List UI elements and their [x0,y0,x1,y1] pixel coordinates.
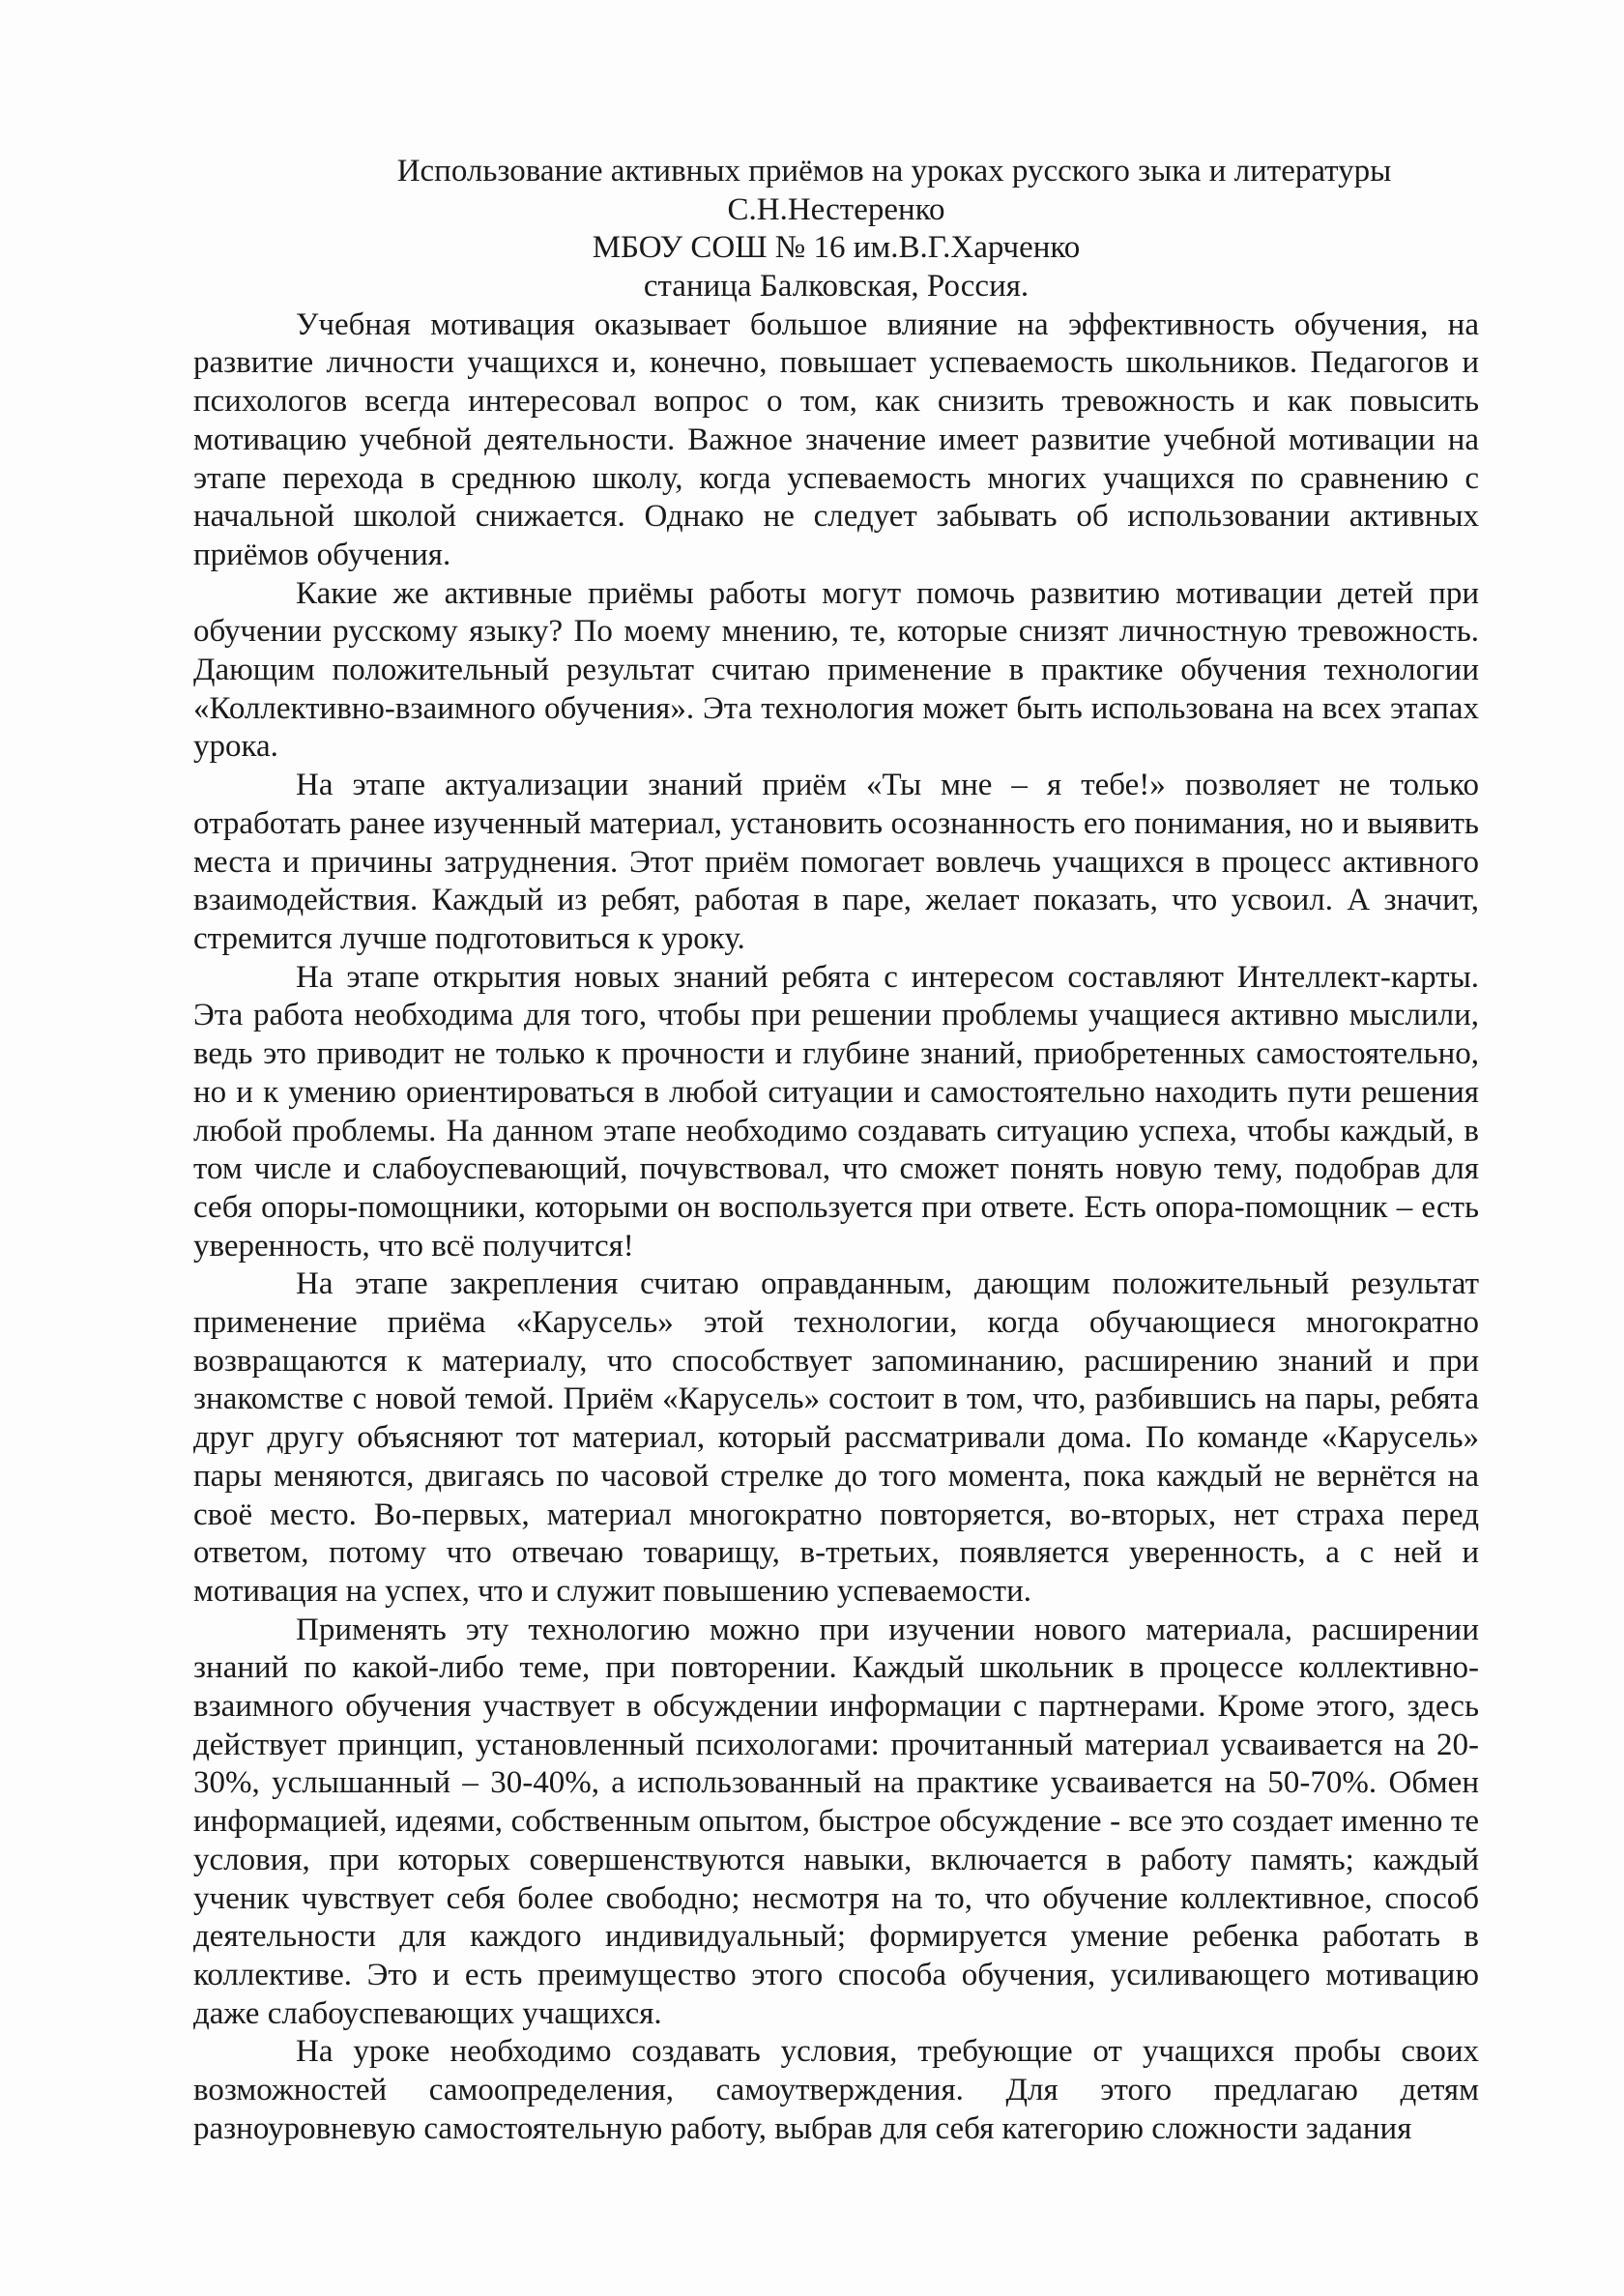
article-body [193,306,1479,2149]
paragraph: Какие же активные приёмы работы могут помочь развитию мотивации детей при обучении русскому языку? По моему мнению, те, которые снизят личностную тревожность. Дающим положительный результат считаю применение в практике обучения технологии «Коллективно-взаимного обучения». Эта технология может быть использована на всех этапах урока. [193,575,1479,765]
paragraph: На этапе актуализации знаний приём «Ты мне – я тебе!» позволяет не только отработать ранее изученный материал, установить осознанность его понимания, но и выявить места и причины затруднения. Этот приём помогает вовлечь учащихся в процесс активного взаимодействия. Каждый из ребят, работая в паре, желает показать, что усвоил. А значит, стремится лучше подготовиться к уроку. [193,768,1479,956]
paragraph: На уроке необходимо создавать условия, требующие от учащихся пробы своих возможностей самоопределения, самоутверждения. Для этого предлагаю детям разноуровневую самостоятельную работу, выбрав для себя категорию сложности задания [193,2034,1479,2146]
article-header [193,153,1479,306]
author-name: С.Н.Нестеренко [727,191,945,227]
school-name: МБОУ СОШ № 16 им.В.Г.Харченко [592,230,1081,266]
article-title: Использование активных приёмов на уроках русского зыка и литературы [396,154,1392,189]
location: станица Балковская, Россия. [643,269,1030,305]
paragraph: Учебная мотивация оказывает большое влияние на эффективность обучения, на развитие личности учащихся и, конечно, повышает успеваемость школьников. Педагогов и психологов всегда интересовал вопрос о том, как снизить тревожность и как повысить мотивацию учебной деятельности. Важное значение имеет развитие учебной мотивации на этапе перехода в среднюю школу, когда успеваемость многих учащихся по сравнению с начальной школой снижается. Однако не следует забывать об использовании активных приёмов обучения. [193,306,1479,572]
page-content [193,153,1479,2149]
paragraph: На этапе открытия новых знаний ребята с интересом составляют Интеллект-карты. Эта работа необходима для того, чтобы при решении проблемы учащиеся активно мыслили, ведь это приводит не только к прочности и глубине знаний, приобретенных самостоятельно, но и к умению ориентироваться в любой ситуации и самостоятельно находить пути решения любой проблемы. На данном этапе необходимо создавать ситуацию успеха, чтобы каждый, в том числе и слабоуспевающий, почувствовал, что сможет понять новую тему, подобрав для себя опоры-помощники, которыми он воспользуется при ответе. Есть опора-помощник – есть уверенность, что всё получится! [193,959,1479,1264]
paragraph: На этапе закрепления считаю оправданным, дающим положительный результат применение приёма «Карусель» этой технологии, когда обучающиеся многократно возвращаются к материалу, что способствует запоминанию, расширению знаний и при знакомстве с новой темой. Приём «Карусель» состоит в том, что, разбившись на пары, ребята друг другу объясняют тот материал, который рассматривали дома. По команде «Карусель» пары меняются, двигаясь по часовой стрелке до того момента, пока каждый не вернётся на своё место. Во-первых, материал многократно повторяется, во-вторых, нет страха перед ответом, потому что отвечаю товарищу, в-третьих, появляется уверенность, а с ней и мотивация на успех, что и служит повышению успеваемости. [193,1266,1479,1609]
paragraph: Применять эту технологию можно при изучении нового материала, расширении знаний по какой-либо теме, при повторении. Каждый школьник в процессе коллективно-взаимного обучения участвует в обсуждении информации с партнерами. Кроме этого, здесь действует принцип, установленный психологами: прочитанный материал усваивается на 20-30%, услышанный – 30-40%, а использованный на практике усваивается на 50-70%. Обмен информацией, идеями, собственным опытом, быстрое обсуждение - все это создает именно те условия, при которых совершенствуются навыки, включается в работу память; каждый ученик чувствует себя более свободно; несмотря на то, что обучение коллективное, способ деятельности для каждого индивидуальный; формируется умение ребенка работать в коллективе. Это и есть преимущество этого способа обучения, усиливающего мотивацию даже слабоуспевающих учащихся. [193,1612,1479,2031]
